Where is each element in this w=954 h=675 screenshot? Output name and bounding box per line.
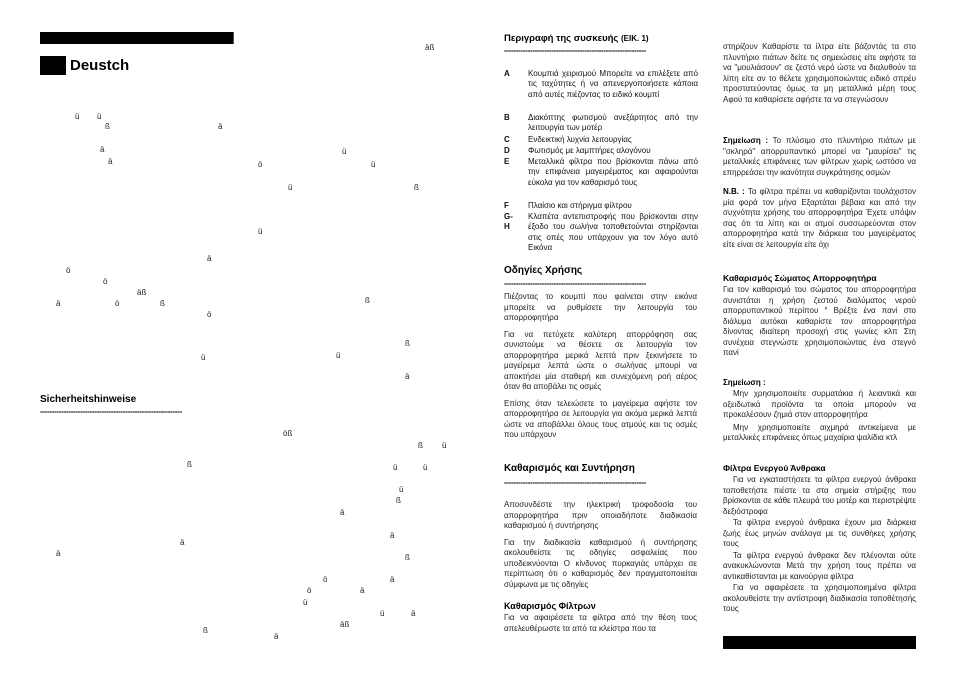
text-fragment: ü bbox=[303, 598, 308, 607]
figure-ref: (ΕΙΚ. 1) bbox=[621, 34, 649, 43]
rule-description: ------------------------------------------------------------ bbox=[504, 47, 646, 55]
item-text: Ενδεικτική λυχνία λειτουργίας bbox=[528, 135, 632, 144]
text-fragment: ß bbox=[414, 183, 419, 192]
text-fragment: ü bbox=[336, 351, 341, 360]
paragraph: Μην χρησιμοποιείτε συρματάκια ή λειαντικά και οξειδωτικά προϊόντα τα οποία μπορούν να προκαλέσουν ζημιά στον απορροφητήρα bbox=[723, 389, 916, 419]
text-fragment: ü bbox=[201, 353, 206, 362]
device-description-title-text: Περιγραφή της συσκευής bbox=[504, 33, 619, 44]
paragraph: Για να αφαιρέσετε τα χρησιμοποιημένα φίλτρα ακολουθείστε την αντίστροφη διαδικασία τοποθέτησής τους bbox=[723, 583, 916, 613]
item-text: Πλαίσιο και στήριγμα φίλτρου bbox=[528, 201, 632, 210]
text-fragment: ß bbox=[405, 553, 410, 562]
top-black-bar bbox=[40, 32, 233, 44]
text-fragment: ß bbox=[418, 441, 423, 450]
text-fragment: öß bbox=[283, 429, 293, 438]
cleaning-text bbox=[504, 500, 697, 596]
usage-text bbox=[504, 292, 697, 447]
text-fragment: ß bbox=[105, 122, 110, 131]
text-fragment: ä bbox=[56, 299, 61, 308]
text-fragment: ß bbox=[160, 299, 165, 308]
paragraph: Τα φίλτρα ενεργού άνθρακα δεν πλένονται ούτε ανακυκλώνονται Μετά την χρήση τους πρέπει να αντικαθίστανται με καινούργια φίλτρα bbox=[723, 550, 916, 581]
text-fragment: ß bbox=[187, 460, 192, 469]
item-text: Κλαπέτα αντεπιστροφής που βρίσκονται στην έξοδο του σωλήνα τοποθετούνται στηρίζονται στις οπές που υπάρχουν για τον λόγο αυτό Εικόνα bbox=[528, 212, 698, 253]
text-fragment: ä bbox=[405, 372, 410, 381]
text-fragment: ß bbox=[396, 496, 401, 505]
text-fragment: ü bbox=[371, 160, 376, 169]
device-description-title bbox=[504, 33, 649, 45]
carbon-filter-title: Φίλτρα Ενεργού Άνθρακα bbox=[723, 463, 826, 473]
text-fragment: ä bbox=[411, 609, 416, 618]
note-2-label: Σημείωση : bbox=[723, 378, 766, 387]
rule-usage: ------------------------------------------------------------ bbox=[504, 280, 646, 288]
text-fragment: ä bbox=[340, 508, 345, 517]
note-1 bbox=[723, 136, 916, 178]
text-fragment: ä bbox=[207, 254, 212, 263]
text-fragment: ü bbox=[97, 112, 102, 121]
text-fragment: ä bbox=[108, 157, 113, 166]
nb-label: N.B. : bbox=[723, 187, 745, 196]
note-text: Το πλύσιμο στο πλυντήριο πιάτων με "σκληρά" απορρυπαντικό μπορεί να "μαυρίσει" τις μεταλλικές επιφάνειες των φίλτρων χωρίς ωστόσο να επηρρεάσει την ικανότητα συγκράτησης οσμών bbox=[723, 136, 917, 177]
text-fragment: ä bbox=[390, 575, 395, 584]
text-fragment: ü bbox=[288, 183, 293, 192]
item-key: F bbox=[504, 201, 509, 210]
carbon-filter-text bbox=[723, 475, 916, 615]
paragraph: Μην χρησιμοποιείτε αιχμηρά αντικείμενα με μεταλλικές επιφάνειες όπως μαχαίρια ψαλίδια κτλ bbox=[723, 422, 916, 442]
note-label: Σημείωση : bbox=[723, 136, 769, 145]
paragraph: Πιέζοντας το κουμπί που φαίνεται στην εικόνα μπορείτε να ρυθμίσετε την λειτουργία του απορροφητήρα bbox=[504, 292, 697, 322]
item-key: E bbox=[504, 157, 510, 166]
text-fragment: ü bbox=[442, 441, 447, 450]
text-fragment: ü bbox=[342, 147, 347, 156]
section-rule-safety: ------------------------------------------------------------ bbox=[40, 408, 182, 416]
text-fragment: ö bbox=[258, 160, 263, 169]
item-key: B bbox=[504, 113, 510, 122]
item-key: G-H bbox=[504, 212, 513, 232]
item-text: Κουμπιά χειρισμού Μπορείτε να επιλέξετε από τις ταχύτητες ή να απενεργοποιήσετε κάποια από αυτές πιέζοντας το ειδικό κουμπί bbox=[528, 69, 698, 99]
text-fragment: ö bbox=[66, 266, 71, 275]
text-fragment: ß bbox=[203, 626, 208, 635]
text-fragment: ü bbox=[399, 485, 404, 494]
bottom-black-bar bbox=[723, 636, 916, 649]
text-fragment: ä bbox=[360, 586, 365, 595]
text-fragment: ä bbox=[390, 531, 395, 540]
cleaning-title: Καθαρισμός και Συντήρηση bbox=[504, 463, 635, 474]
text-fragment: ß bbox=[405, 339, 410, 348]
item-text: Διακόπτης φωτισμού ανεξάρτητος από την λειτουργία των μοτέρ bbox=[528, 113, 698, 133]
paragraph: Αποσυνδέστε την ηλεκτρική τροφοδοσία του απορροφητήρα πριν οποιαδήποτε διαδικασία καθαρισμού ή συντήρησης bbox=[504, 500, 697, 530]
paragraph: Για να εγκαταστήσετε τα φίλτρα ενεργού άνθρακα τοποθετήστε πιέστε τα στα σημεία στήριξης που βρίσκονται σε κάθε πλευρά του μοτέρ και περιστρέψτε δεξιόστροφα bbox=[723, 475, 916, 516]
note-2-text bbox=[723, 389, 916, 444]
text-fragment: ä bbox=[56, 549, 61, 558]
text-fragment: ß bbox=[365, 296, 370, 305]
item-text: Φωτισμός με λαμπτήρες αλογόνου bbox=[528, 146, 651, 155]
paragraph: Για την διαδικασία καθαρισμού ή συντήρησης ακολουθείστε τις οδηγίες ασφαλείας που υποδεικνύονται Ο κίνδυνος πυρκαγιάς υπάρχει σε περίπτωση ότι ο καθαρισμός δεν πραγματοποιείται σύμφωνα με τις οδηγίες bbox=[504, 537, 697, 589]
body-cleaning-text: Για τον καθαρισμό του σώματος του απορροφητήρα συνιστάται η χρήση ζεστού διαλύματος νερού απορρυπαντικού περίπου ° Βρέξτε ένα πανί στο διάλυμα αυτόκαι καθαρίστε τον απορροφητήρα δίνοντας ιδιαίτερη προσοχή στις γωνίες κλπ Στη συνέχεια στεγνώστε χρησιμοποιώντας ένα στεγνό πανί bbox=[723, 285, 916, 357]
text-fragment: ü bbox=[75, 112, 80, 121]
text-fragment: ü bbox=[423, 463, 428, 472]
nb-text: Τα φίλτρα πρέπει να καθαρίζονται τουλάχιστον μία φορά τον μήνα Εξαρτάται βέβαια και από την συχνότητα χρήσης του απορροφητήρα Έχετε υπόψιν σας ότι τα λίπη και οι ατμοί συσσωρεύονται στον απορροφητήρα κατά την διάρκεια του μαγειρέματος είτε είναι σε λειτουργία είτε όχι bbox=[723, 187, 916, 249]
text-fragment: ö bbox=[323, 575, 328, 584]
text-fragment: ä bbox=[100, 145, 105, 154]
body-cleaning-title: Καθαρισμός Σώματος Απορροφητήρα bbox=[723, 273, 877, 283]
filter-cleaning-text: Για να αφαιρέσετε τα φίλτρα από την θέση τους απελευθέρωστε τα από τα κλείστρα που τα bbox=[504, 613, 697, 633]
text-fragment: ä bbox=[180, 538, 185, 547]
text-fragment: äß bbox=[340, 620, 350, 629]
text-fragment: ä bbox=[218, 122, 223, 131]
text-fragment: ö bbox=[307, 586, 312, 595]
item-key: D bbox=[504, 146, 510, 155]
filter-cleaning-title: Καθαρισμός Φίλτρων bbox=[504, 601, 596, 611]
top-bar-tick bbox=[233, 32, 234, 44]
paragraph: Τα φίλτρα ενεργού άνθρακα έχουν μια διάρκεια ζωής έως μηνών ανάλογα με τις συνθήκες χρήσης τους bbox=[723, 518, 916, 548]
paragraph: Επίσης όταν τελειώσετε το μαγείρεμα αφήστε τον απορροφητήρα σε λειτουργία για ακόμα μερικά λεπτά ώστε να αποβάλλει όλους τους ατμούς και τις οσμές που υπάρχουν bbox=[504, 398, 697, 439]
nb-note bbox=[723, 187, 916, 250]
text-fragment: ü bbox=[258, 227, 263, 236]
title-black-block bbox=[40, 56, 66, 75]
text-fragment: ü bbox=[393, 463, 398, 472]
rule-cleaning: ------------------------------------------------------------ bbox=[504, 479, 646, 487]
section-title-safety: Sicherheitshinweise bbox=[40, 394, 137, 405]
text-fragment: ö bbox=[115, 299, 120, 308]
top-fragment: äß bbox=[425, 43, 435, 52]
filter-cleaning-cont: στηρίζουν Καθαρίστε τα ίλτρα είτε βάζοντάς τα στο πλυντήριο πιάτων δείτε τις σημειώσεις είτε αφήστε τα να "μουλιάσουν" σε ζεστό νερό ώστε να διαλυθούν τα λίπη είτε αν το θέλετε χρησιμοποιώντας ειδικό σπρέυ προστατεύοντας όμως τα μη μεταλλικά μέρη τους Αφού τα καθαρίσετε αφήστε τα να στεγνώσουν bbox=[723, 42, 916, 104]
item-key: A bbox=[504, 69, 510, 78]
text-fragment: ö bbox=[103, 277, 108, 286]
paragraph: Για να πετύχετε καλύτερη απορρόφηση σας συνιστούμε να θέσετε σε λειτουργία τον απορροφητήρα μερικά λεπτά πριν ξεκινήσετε το μαγείρεμα λεπτά ώστε ο σωλήνας μπουρί να αποκτήσει μία σταθερή και συνεχόμενη ροή αέρος όταν θα αποβάλει τις οσμές bbox=[504, 329, 697, 391]
text-fragment: ä bbox=[274, 632, 279, 641]
text-fragment: ö bbox=[207, 310, 212, 319]
usage-title: Οδηγίες Χρήσης bbox=[504, 265, 583, 276]
item-text: Μεταλλικά φίλτρα που βρίσκονται πάνω από την επιφάνεια μαγειρέματος και αφαιρούνται εύκολα για τον καθαρισμό τους bbox=[528, 157, 698, 187]
text-fragment: ü bbox=[380, 609, 385, 618]
item-key: C bbox=[504, 135, 510, 144]
page-title: Deustch bbox=[70, 57, 130, 74]
text-fragment: äß bbox=[137, 288, 147, 297]
